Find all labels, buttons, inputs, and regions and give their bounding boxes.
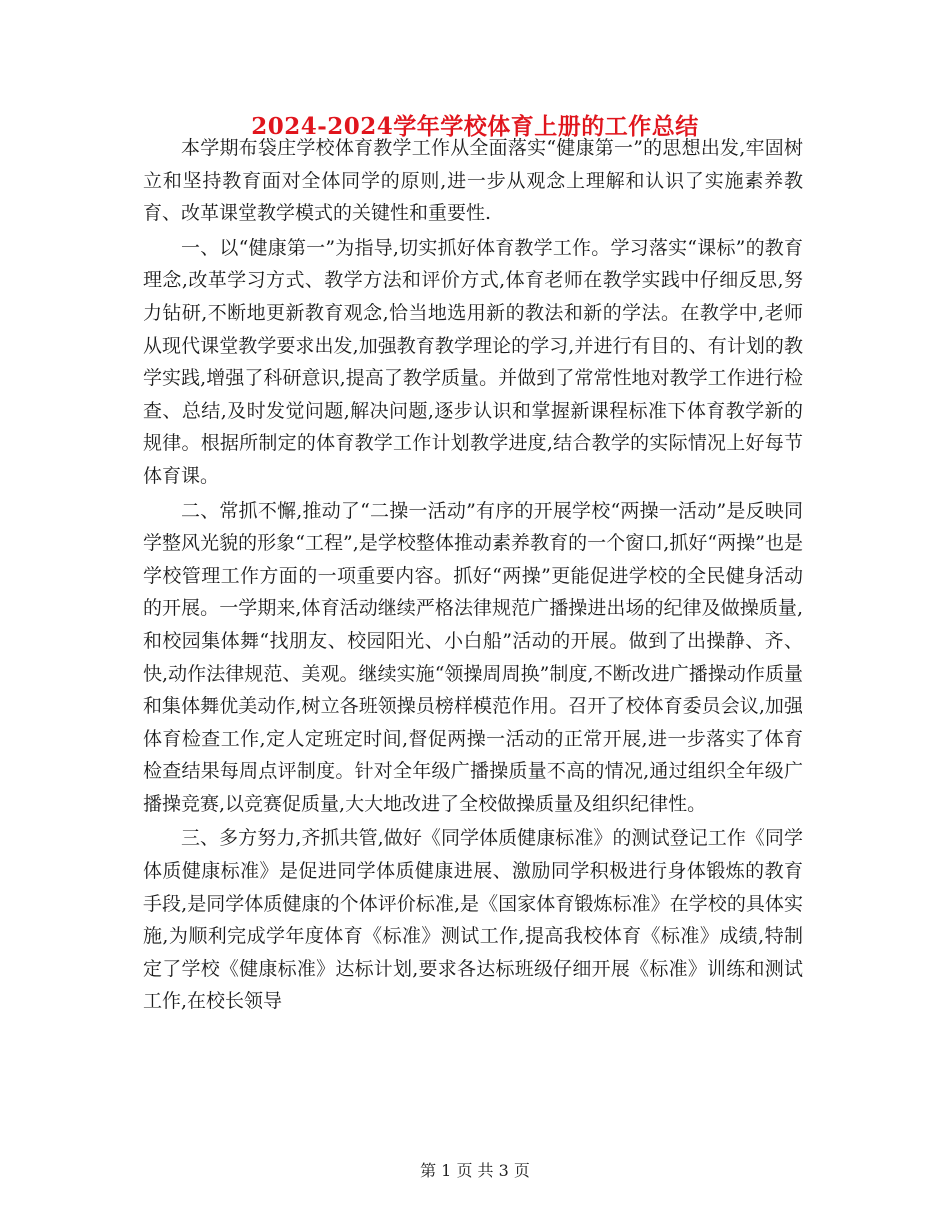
document-title: 2024-2024学年学校体育上册的工作总结: [251, 113, 699, 140]
page-footer: 第 1 页 共 3 页: [420, 1161, 530, 1180]
paragraph-section-1: 一、以“健康第一”为指导,切实抓好体育教学工作。学习落实“课标”的教育理念,改革学习方式、教学方法和评价方式,体育老师在教学实践中仔细反思,努力钻研,不断地更新教育观念,恰当地选用新的教法和新的学法。在教学中,老师从现代课堂教学要求出发,加强教育教学理论的学习,并进行有目的、有计划的教学实践,增强了科研意识,提高了教学质量。并做到了常常性地对教学工作进行检查、总结,及时发觉问题,解决问题,逐步认识和掌握新课程标准下体育教学新的规律。根据所制定的体育教学工作计划教学进度,结合教学的实际情况上好每节体育课。: [143, 236, 803, 487]
document-body: [143, 132, 803, 1020]
paragraph-section-2: 二、常抓不懈,推动了“二操一活动”有序的开展学校“两操一活动”是反映同学整风光貌的形象“工程”,是学校整体推动素养教育的一个窗口,抓好“两操”也是学校管理工作方面的一项重要内容。抓好“两操”更能促进学校的全民健身活动的开展。一学期来,体育活动继续严格法律规范广播操进出场的纪律及做操质量,和校园集体舞“找朋友、校园阳光、小白船”活动的开展。做到了出操静、齐、快,动作法律规范、美观。继续实施“领操周周换”制度,不断改进广播操动作质量和集体舞优美动作,树立各班领操员榜样模范作用。召开了校体育委员会议,加强体育检查工作,定人定班定时间,督促两操一活动的正常开展,进一步落实了体育检查结果每周点评制度。针对全年级广播操质量不高的情况,通过组织全年级广播操竞赛,以竞赛促质量,大大地改进了全校做操质量及组织纪律性。: [143, 499, 803, 815]
paragraph-intro: 本学期布袋庄学校体育教学工作从全面落实“健康第一”的思想出发,牢固树立和坚持教育面对全体同学的原则,进一步从观念上理解和认识了实施素养教育、改革课堂教学模式的关键性和重要性.: [143, 137, 803, 225]
paragraph-section-3: 三、多方努力,齐抓共管,做好《同学体质健康标准》的测试登记工作《同学体质健康标准》是促进同学体质健康进展、激励同学积极进行身体锻炼的教育手段,是同学体质健康的个体评价标准,是《国家体育锻炼标准》在学校的具体实施,为顺利完成学年度体育《标准》测试工作,提高我校体育《标准》成绩,特制定了学校《健康标准》达标计划,要求各达标班级仔细开展《标准》训练和测试工作,在校长领导: [143, 827, 803, 1013]
